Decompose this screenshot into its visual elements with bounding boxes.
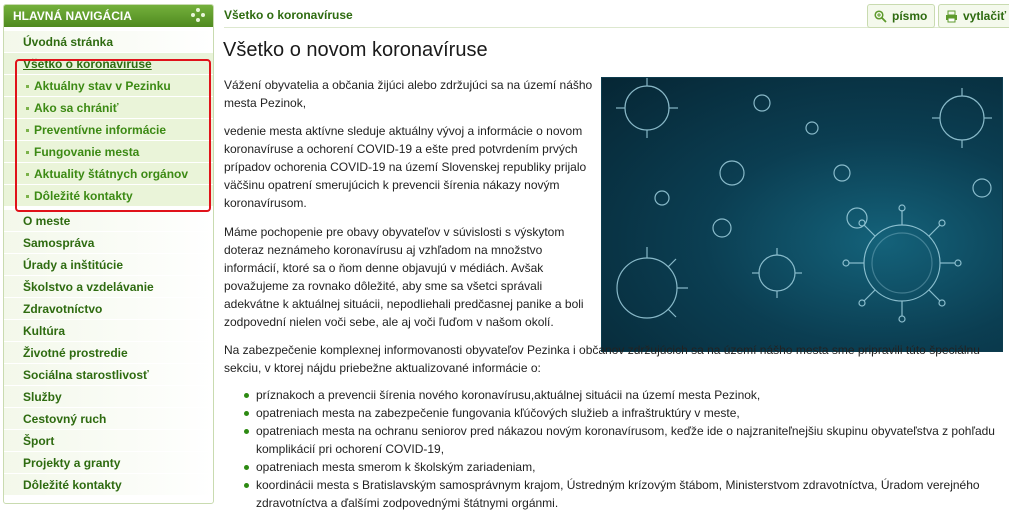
- nav-subitem-city-operation[interactable]: Fungovanie mesta: [4, 141, 213, 163]
- nav-subitem-state-news[interactable]: Aktuality štátnych orgánov: [4, 163, 213, 185]
- coronavirus-image: [601, 77, 1003, 352]
- nav-item-self-government[interactable]: Samospráva: [4, 232, 213, 254]
- navigation-list: [4, 31, 213, 496]
- breadcrumb[interactable]: Všetko o koronavíruse: [224, 8, 353, 22]
- list-item: opatreniach mesta na ochranu seniorov pred nákazou novým koronavírusom, keďže ide o najzraniteľnejšiu skupinu obyvateľstva z pohľadu komplikácií pri ochorení COVID-19,: [236, 422, 1001, 458]
- management-paragraph: vedenie mesta aktívne sleduje aktuálny vývoj a informácie o novom koronavíruse a ochorení COVID-19 a ešte pred potvrdením prvých prípadov ochorenia COVID-19 na území Slovenskej republiky prijalo väčšinu opatrení smerujúcich k prevencii šírenia nákazy novým koronavírusom.: [224, 124, 587, 210]
- info-list: [236, 386, 1001, 512]
- nav-item-healthcare[interactable]: Zdravotníctvo: [4, 298, 213, 320]
- nav-item-home[interactable]: Úvodná stránka: [4, 31, 213, 53]
- nav-item-about-city[interactable]: O meste: [4, 210, 213, 232]
- nav-item-social-care[interactable]: Sociálna starostlivosť: [4, 364, 213, 386]
- page-title: Všetko o novom koronavíruse: [223, 39, 488, 61]
- navigation-header-title: HLAVNÁ NAVIGÁCIA: [13, 9, 132, 23]
- list-item: príznakoch a prevencii šírenia nového koronavírusu,aktuálnej situácii na území mesta Pezinok,: [236, 386, 1001, 404]
- virus-icon: [602, 78, 1003, 352]
- nav-subitem-protection[interactable]: Ako sa chrániť: [4, 97, 213, 119]
- top-bar: [224, 4, 1007, 28]
- nav-item-sport[interactable]: Šport: [4, 430, 213, 452]
- intro-paragraph: Vážení obyvatelia a občania žijúci alebo zdržujúci sa na území nášho mesta Pezinok,: [224, 78, 593, 110]
- print-button[interactable]: [938, 4, 1009, 28]
- magnifier-icon: [874, 10, 887, 23]
- concerns-paragraph: Máme pochopenie pre obavy obyvateľov v súvislosti s výskytom doteraz neznámeho koronavírusu aj vzhľadom na množstvo informácií, ktoré sa o ňom denne objavujú v médiách. Avšak považujeme za rovnako dôležité, aby sme sa všetci správali adekvátne k aktuálnej situácii, nepodliehali predčasnej panike a boli zodpovední nielen voči sebe, ale aj voči ľuďom v našom okolí.: [224, 225, 584, 329]
- nav-subitem-current-state[interactable]: Aktuálny stav v Pezinku: [4, 75, 213, 97]
- nav-item-education[interactable]: Školstvo a vzdelávanie: [4, 276, 213, 298]
- nav-item-coronavirus[interactable]: Všetko o koronavíruse: [4, 53, 213, 75]
- nav-item-culture[interactable]: Kultúra: [4, 320, 213, 342]
- print-label: vytlačiť: [963, 9, 1007, 23]
- nav-item-important-contacts[interactable]: Dôležité kontakty: [4, 474, 213, 496]
- list-item: opatreniach mesta smerom k školským zariadeniam,: [236, 458, 1001, 476]
- list-item: opatreniach mesta na zabezpečenie fungovania kľúčových služieb a infraštruktúry v meste,: [236, 404, 1001, 422]
- section-intro-paragraph: Na zabezpečenie komplexnej informovanosti obyvateľov Pezinka i občanov zdržujúcich sa na území nášho mesta sme pripravili túto špeciálnu sekciu, v ktorej nájdu priebežne aktualizované informácie o:: [224, 343, 980, 375]
- nav-subitem-prevention[interactable]: Preventívne informácie: [4, 119, 213, 141]
- nav-item-offices[interactable]: Úrady a inštitúcie: [4, 254, 213, 276]
- nav-subitem-contacts[interactable]: Dôležité kontakty: [4, 185, 213, 207]
- nav-item-projects[interactable]: Projekty a granty: [4, 452, 213, 474]
- list-item: koordinácii mesta s Bratislavským samosprávnym krajom, Ústredným krízovým štábom, Ministerstvom zdravotníctva, Úradom verejného zdravotníctva a ďalšími zodpovednými štátnymi orgánmi.: [236, 476, 1001, 512]
- font-size-button[interactable]: [867, 4, 935, 28]
- nav-item-tourism[interactable]: Cestovný ruch: [4, 408, 213, 430]
- printer-icon: [945, 10, 958, 23]
- font-size-label: písmo: [892, 9, 928, 23]
- dots-icon: [191, 8, 205, 22]
- nav-item-environment[interactable]: Životné prostredie: [4, 342, 213, 364]
- navigation-header: [4, 5, 213, 27]
- nav-item-services[interactable]: Služby: [4, 386, 213, 408]
- main-navigation: [3, 4, 214, 504]
- main-content: [214, 0, 1009, 514]
